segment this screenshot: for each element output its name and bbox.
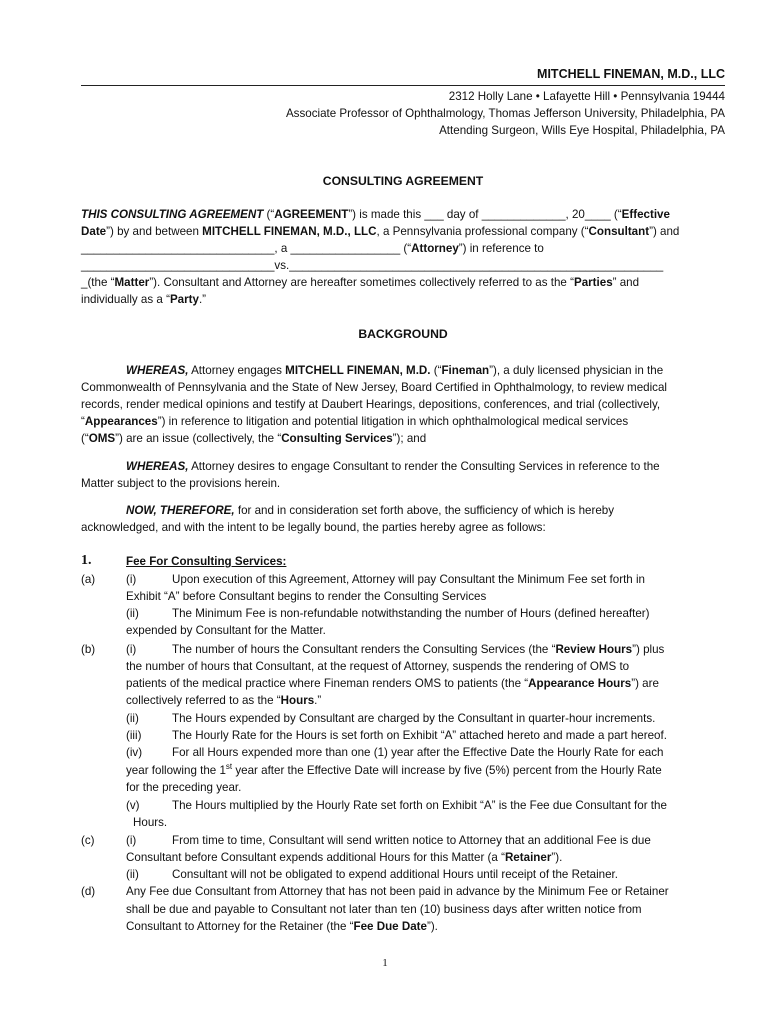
clause-b-iv-line-3: for the preceding year.	[126, 781, 242, 794]
whereas1-line-2: Commonwealth of Pennsylvania and the State of New Jersey, Board Certified in Ophthalmology, to review medical	[81, 381, 667, 394]
clause-a-i-line-2: Exhibit “A” before Consultant begins to render the Consulting Services	[126, 590, 487, 603]
clause-b-iii-label: (iii)	[126, 729, 142, 742]
whereas2-line-1: WHEREAS, Attorney desires to engage Consultant to render the Consulting Services in reference to the	[126, 460, 660, 473]
letterhead-address: 2312 Holly Lane • Lafayette Hill • Pennsylvania 19444	[448, 90, 725, 103]
clause-b-i-line-2: the number of hours that Consultant, at the request of Attorney, suspends the rendering of OMS to	[126, 660, 630, 673]
intro-line-6: individually as a “Party.”	[81, 293, 207, 306]
clause-b-v-line-2: Hours.	[133, 816, 168, 829]
now-therefore-line-2: acknowledged, and with the intent to be legally bound, the parties hereby agree as follows:	[81, 521, 546, 534]
clause-c-i-line-1: From time to time, Consultant will send written notice to Attorney that an additional Fee is due	[172, 834, 651, 847]
now-therefore-line-1: NOW, THEREFORE, for and in consideration set forth above, the sufficiency of which is hereby	[126, 504, 615, 517]
clause-b-i-line-1: The number of hours the Consultant renders the Consulting Services (the “Review Hours”) plus	[172, 643, 665, 656]
clause-b-ii-text: The Hours expended by Consultant are charged by the Consultant in quarter-hour increments.	[172, 712, 656, 725]
clause-d-line-3: Consultant to Attorney for the Retainer (the “Fee Due Date”).	[126, 920, 438, 933]
clause-c-i-label: (i)	[126, 834, 137, 847]
page-number: 1	[382, 957, 388, 969]
section-1-number: 1.	[81, 553, 92, 568]
clause-a-ii-label: (ii)	[126, 607, 139, 620]
clause-d-line-2: shall be due and payable to Consultant not later than ten (10) business days after written notice from	[126, 903, 642, 916]
letterhead-name: MITCHELL FINEMAN, M.D., LLC	[537, 67, 725, 81]
clause-c-ii-label: (ii)	[126, 868, 139, 881]
clause-b-iii-text: The Hourly Rate for the Hours is set forth on Exhibit “A” attached hereto and made a part hereof.	[172, 729, 667, 742]
intro-line-3: ______________________________, a _________________ (“Attorney”) in reference to	[81, 242, 544, 255]
clause-a-ii-line-1: The Minimum Fee is non-refundable notwithstanding the number of Hours (defined hereafter)	[172, 607, 650, 620]
letterhead-title-2: Attending Surgeon, Wills Eye Hospital, Philadelphia, PA	[439, 124, 725, 137]
clause-b-i-line-3: patients of the medical practice where Fineman renders OMS to patients (the “Appearance Hours”) are	[126, 677, 659, 690]
clause-a-ii-line-2: expended by Consultant for the Matter.	[126, 624, 326, 637]
whereas1-line-3: records, render medical opinions and testify at Daubert Hearings, depositions, conferences, and trial (collectively,	[81, 398, 661, 411]
clause-a-label: (a)	[81, 573, 96, 586]
intro-line-4: ______________________________vs.__________________________________________________________	[81, 259, 664, 272]
clause-b-i-label: (i)	[126, 643, 137, 656]
clause-c-ii-text: Consultant will not be obligated to expend additional Hours until receipt of the Retainer.	[172, 868, 618, 881]
section-1-heading: Fee For Consulting Services:	[126, 555, 287, 568]
background-heading: BACKGROUND	[358, 327, 448, 341]
whereas1-line-4: “Appearances”) in reference to litigation and potential litigation in which ophthalmological medical services	[81, 415, 629, 428]
clause-b-v-label: (v)	[126, 799, 140, 812]
clause-b-i-line-4: collectively referred to as the “Hours.”	[126, 694, 322, 707]
whereas1-line-5: (“OMS”) are an issue (collectively, the “Consulting Services”); and	[81, 432, 427, 445]
clause-d-label: (d)	[81, 885, 96, 898]
whereas2-line-2: Matter subject to the provisions herein.	[81, 477, 281, 490]
intro-line-5: _(the “Matter”). Consultant and Attorney are hereafter sometimes collectively referred to as the “Parties” and	[81, 276, 640, 289]
document-title: CONSULTING AGREEMENT	[322, 174, 484, 188]
letterhead-title-1: Associate Professor of Ophthalmology, Thomas Jefferson University, Philadelphia, PA	[285, 107, 725, 120]
clause-d-line-1: Any Fee due Consultant from Attorney that has not been paid in advance by the Minimum Fee or Retainer	[126, 885, 669, 898]
clause-b-v-line-1: The Hours multiplied by the Hourly Rate set forth on Exhibit “A” is the Fee due Consultant for the	[172, 799, 667, 812]
clause-b-iv-line-1: For all Hours expended more than one (1) year after the Effective Date the Hourly Rate for each	[172, 746, 664, 759]
intro-line-2: Date”) by and between MITCHELL FINEMAN, M.D., LLC, a Pennsylvania professional company (“Consultant”) and	[81, 225, 680, 238]
clause-b-ii-label: (ii)	[126, 712, 139, 725]
clause-a-i-label: (i)	[126, 573, 137, 586]
clause-b-iv-label: (iv)	[126, 746, 143, 759]
clause-c-i-line-2: Consultant before Consultant expends additional Hours for this Matter (a “Retainer”).	[126, 851, 563, 864]
whereas1-line-1: WHEREAS, Attorney engages MITCHELL FINEMAN, M.D. (“Fineman”), a duly licensed physician in the	[126, 364, 664, 377]
clause-b-label: (b)	[81, 643, 96, 656]
clause-a-i-line-1: Upon execution of this Agreement, Attorney will pay Consultant the Minimum Fee set forth in	[172, 573, 646, 586]
clause-b-iv-line-2: year following the 1st year after the Effective Date will increase by five (5%) percent from the Hourly Rate	[126, 762, 662, 777]
intro-line-1: THIS CONSULTING AGREEMENT (“AGREEMENT”) is made this ___ day of _____________, 20____ (“Effective	[81, 208, 670, 221]
letterhead-rule	[81, 85, 725, 86]
clause-c-label: (c)	[81, 834, 95, 847]
